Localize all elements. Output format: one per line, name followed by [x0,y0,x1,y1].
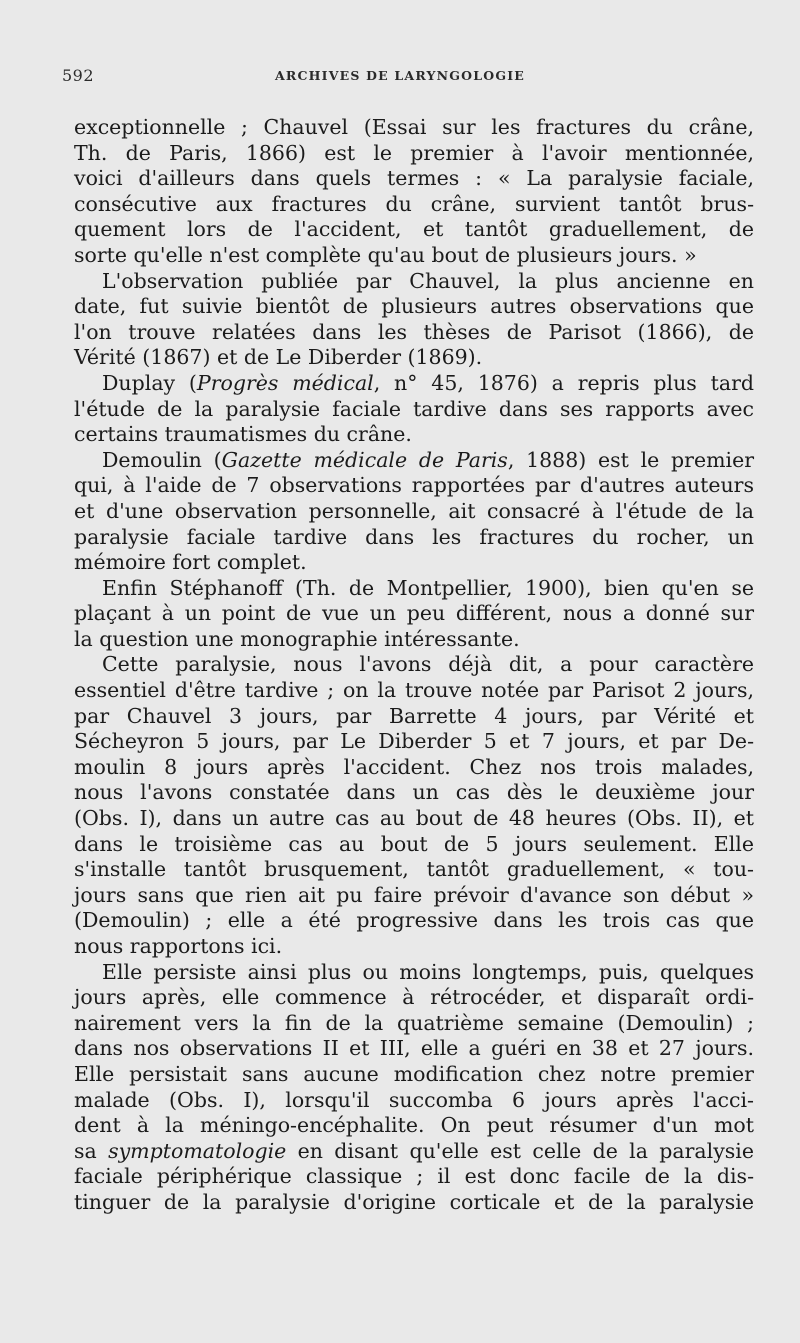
body-text [74,115,754,1216]
running-title: ARCHIVES DE LARYNGOLOGIE [275,68,525,83]
text-line: paralysie faciale tardive dans les fractures du rocher, un [74,524,754,549]
text-line: s'installe tantôt brusquement, tantôt graduellement, « tou- [74,857,754,882]
text-line: Elle persiste ainsi plus ou moins longtemps, puis, quelques [102,959,754,984]
text-line: Cette paralysie, nous l'avons déjà dit, a pour caractère [102,652,754,677]
text-line: mémoire fort complet. [74,550,307,575]
text-line: la question une monographie intéressante. [74,626,520,651]
text-line: qui, à l'aide de 7 observations rapportées par d'autres auteurs [74,473,754,498]
text-line: exceptionnelle ; Chauvel (Essai sur les fractures du crâne, [74,115,754,139]
text-line: malade (Obs. I), lorsqu'il succomba 6 jours après l'acci- [74,1087,754,1112]
text-line: l'on trouve relatées dans les thèses de Parisot (1866), de [74,319,754,344]
text-line: par Chauvel 3 jours, par Barrette 4 jours, par Vérité et [74,703,754,728]
text-line: consécutive aux fractures du crâne, survient tantôt brus- [74,191,754,216]
italic-term: symptomatologie [108,1138,287,1163]
text-line [74,1139,754,1165]
text-line: nairement vers la fin de la quatrième semaine (Demoulin) ; [74,1010,754,1035]
text-segment: , n° 45, 1876) a repris plus tard [373,370,754,395]
text-line: certains traumatismes du crâne. [74,422,412,447]
journal-title: Gazette médicale de Paris [221,447,508,472]
text-line: Enfin Stéphanoff (Th. de Montpellier, 1900), bien qu'en se [102,575,754,600]
text-line: voici d'ailleurs dans quels termes : « La paralysie faciale, [74,166,754,191]
text-line: dent à la méningo-encéphalite. On peut résumer d'un mot [74,1113,754,1138]
text-line: essentiel d'être tardive ; on la trouve notée par Parisot 2 jours, [74,678,754,703]
text-line: Sécheyron 5 jours, par Le Diberder 5 et 7 jours, et par De- [74,729,754,754]
text-line [74,371,754,397]
text-line: jours sans que rien ait pu faire prévoir d'avance son début » [74,882,754,907]
text-line: nous rapportons ici. [74,934,283,958]
text-line: sorte qu'elle n'est complète qu'au bout de plusieurs jours. » [74,242,697,267]
text-line: jours après, elle commence à rétrocéder, et disparaît ordi- [74,985,754,1010]
text-line: date, fut suivie bientôt de plusieurs autres observations que [74,294,754,319]
text-segment: , 1888) est le premier [507,447,755,472]
text-line: dans nos observations II et III, elle a guéri en 38 et 27 jours. [74,1036,754,1061]
text-line: Th. de Paris, 1866) est le premier à l'avoir mentionnée, [74,140,754,165]
text-line: nous l'avons constatée dans un cas dès le deuxième jour [74,780,754,805]
text-line: tinguer de la paralysie d'origine corticale et de la paralysie [74,1189,754,1214]
text-line: dans le troisième cas au bout de 5 jours seulement. Elle [74,831,754,856]
page-header [62,66,738,86]
text-line: (Obs. I), dans un autre cas au bout de 48 heures (Obs. II), et [74,806,754,831]
text-line: Vérité (1867) et de Le Diberder (1869). [74,345,483,370]
text-line: Elle persistait sans aucune modification chez notre premier [74,1061,754,1086]
text-line: L'observation publiée par Chauvel, la plus ancienne en [102,268,754,293]
text-line: et d'une observation personnelle, ait consacré à l'étude de la [74,498,754,523]
text-segment: en disant qu'elle est celle de la paralysie [286,1138,754,1163]
text-line: moulin 8 jours après l'accident. Chez nos trois malades, [74,754,754,779]
text-line: l'étude de la paralysie faciale tardive dans ses rapports avec [74,396,754,421]
text-line: quement lors de l'accident, et tantôt graduellement, de [74,217,754,242]
text-line: (Demoulin) ; elle a été progressive dans les trois cas que [74,908,754,933]
text-segment: Duplay ( [102,370,197,395]
text-line [74,448,754,474]
text-segment: Demoulin ( [102,447,222,472]
page-number: 592 [62,66,95,85]
journal-title: Progrès médical [196,370,374,395]
text-line: plaçant à un point de vue un peu différent, nous a donné sur [74,601,754,626]
text-segment: sa [74,1138,109,1163]
text-line: faciale périphérique classique ; il est donc facile de la dis- [74,1164,754,1189]
